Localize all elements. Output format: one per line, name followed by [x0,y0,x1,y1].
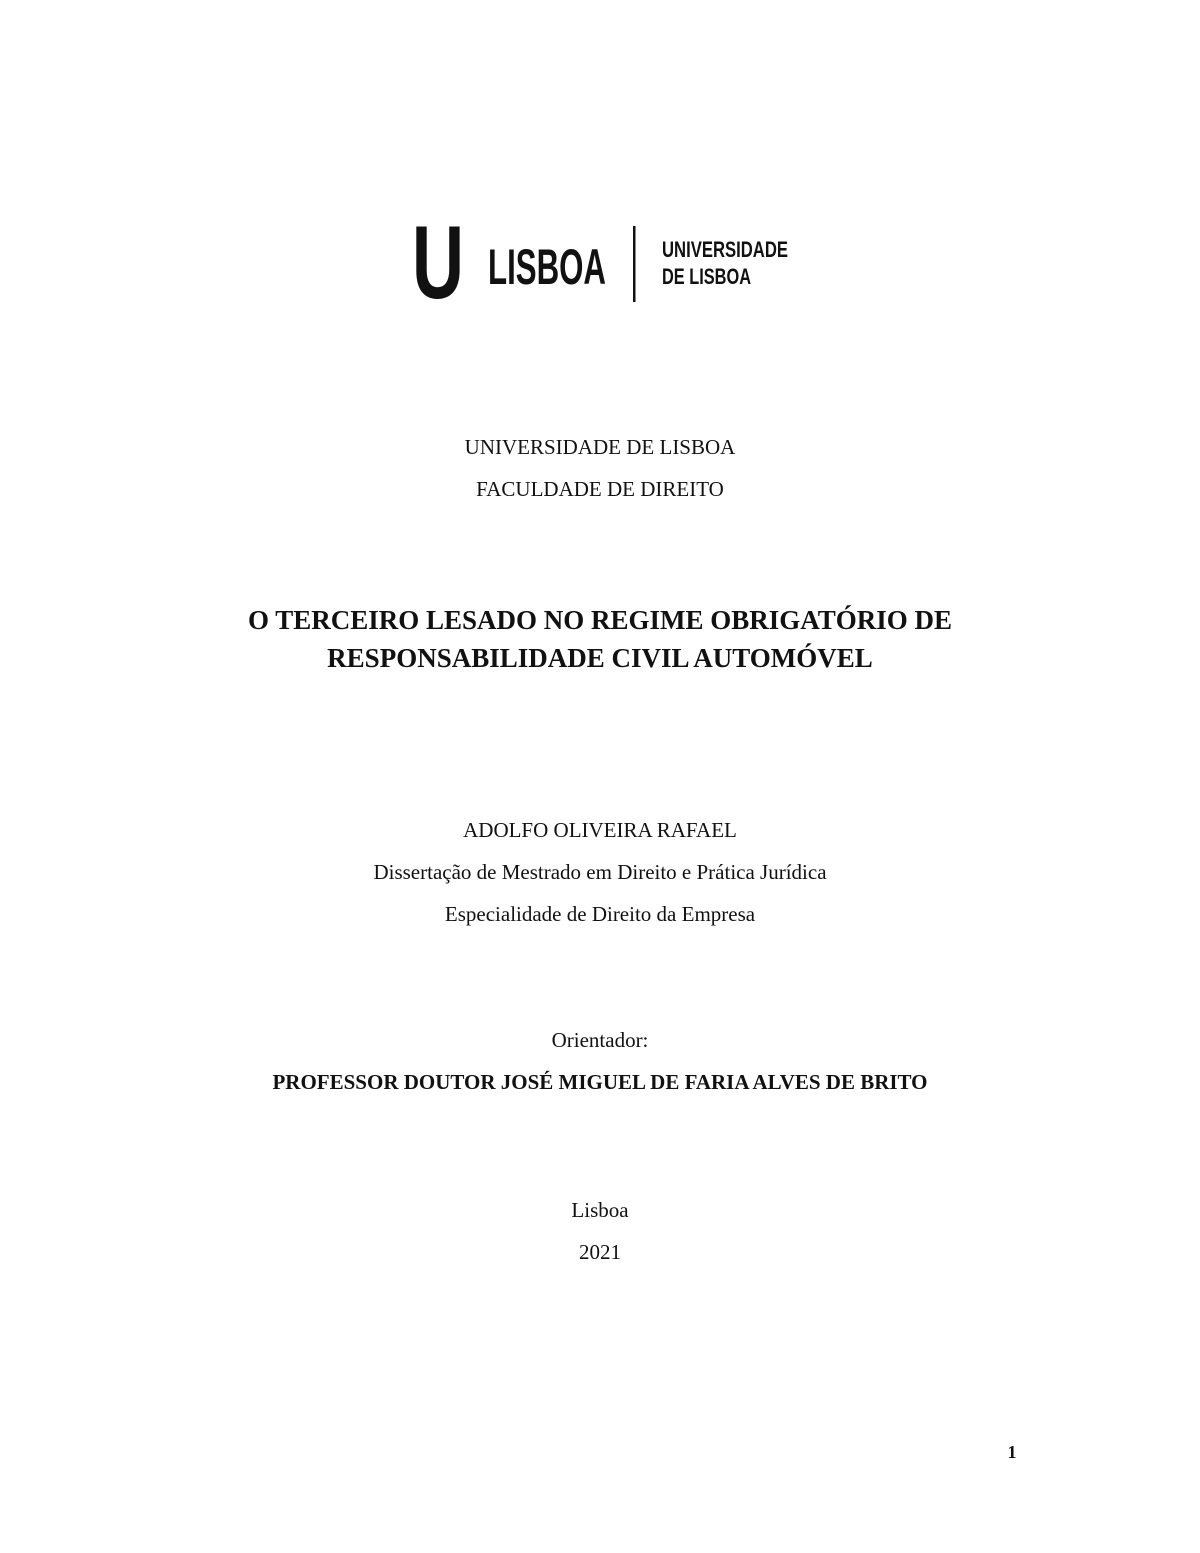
university-logo [412,205,802,321]
supervisor-name: PROFESSOR DOUTOR JOSÉ MIGUEL DE FARIA ALVES DE BRITO [272,1070,928,1094]
thesis-title-line-1: O TERCEIRO LESADO NO REGIME OBRIGATÓRIO DE [247,605,953,635]
thesis-title-line-2: RESPONSABILIDADE CIVIL AUTOMÓVEL [327,643,873,673]
faculty-name: FACULDADE DE DIREITO [476,477,724,501]
degree: Dissertação de Mestrado em Direito e Prática Jurídica [373,860,827,884]
specialty: Especialidade de Direito da Empresa [444,902,756,926]
logo-mark: U [412,205,464,321]
logo-divider [633,226,636,302]
author-name: ADOLFO OLIVEIRA RAFAEL [463,818,737,842]
supervisor-label: Orientador: [551,1028,649,1052]
logo-wordmark: LISBOA [488,239,606,295]
logo-line-2: DE LISBOA [662,264,752,289]
year: 2021 [579,1240,621,1264]
logo-line-1: UNIVERSIDADE [662,237,788,262]
city: Lisboa [571,1198,629,1222]
university-logo-graphic [412,205,802,321]
university-name: UNIVERSIDADE DE LISBOA [464,435,736,459]
page-number: 1 [1007,1442,1017,1462]
